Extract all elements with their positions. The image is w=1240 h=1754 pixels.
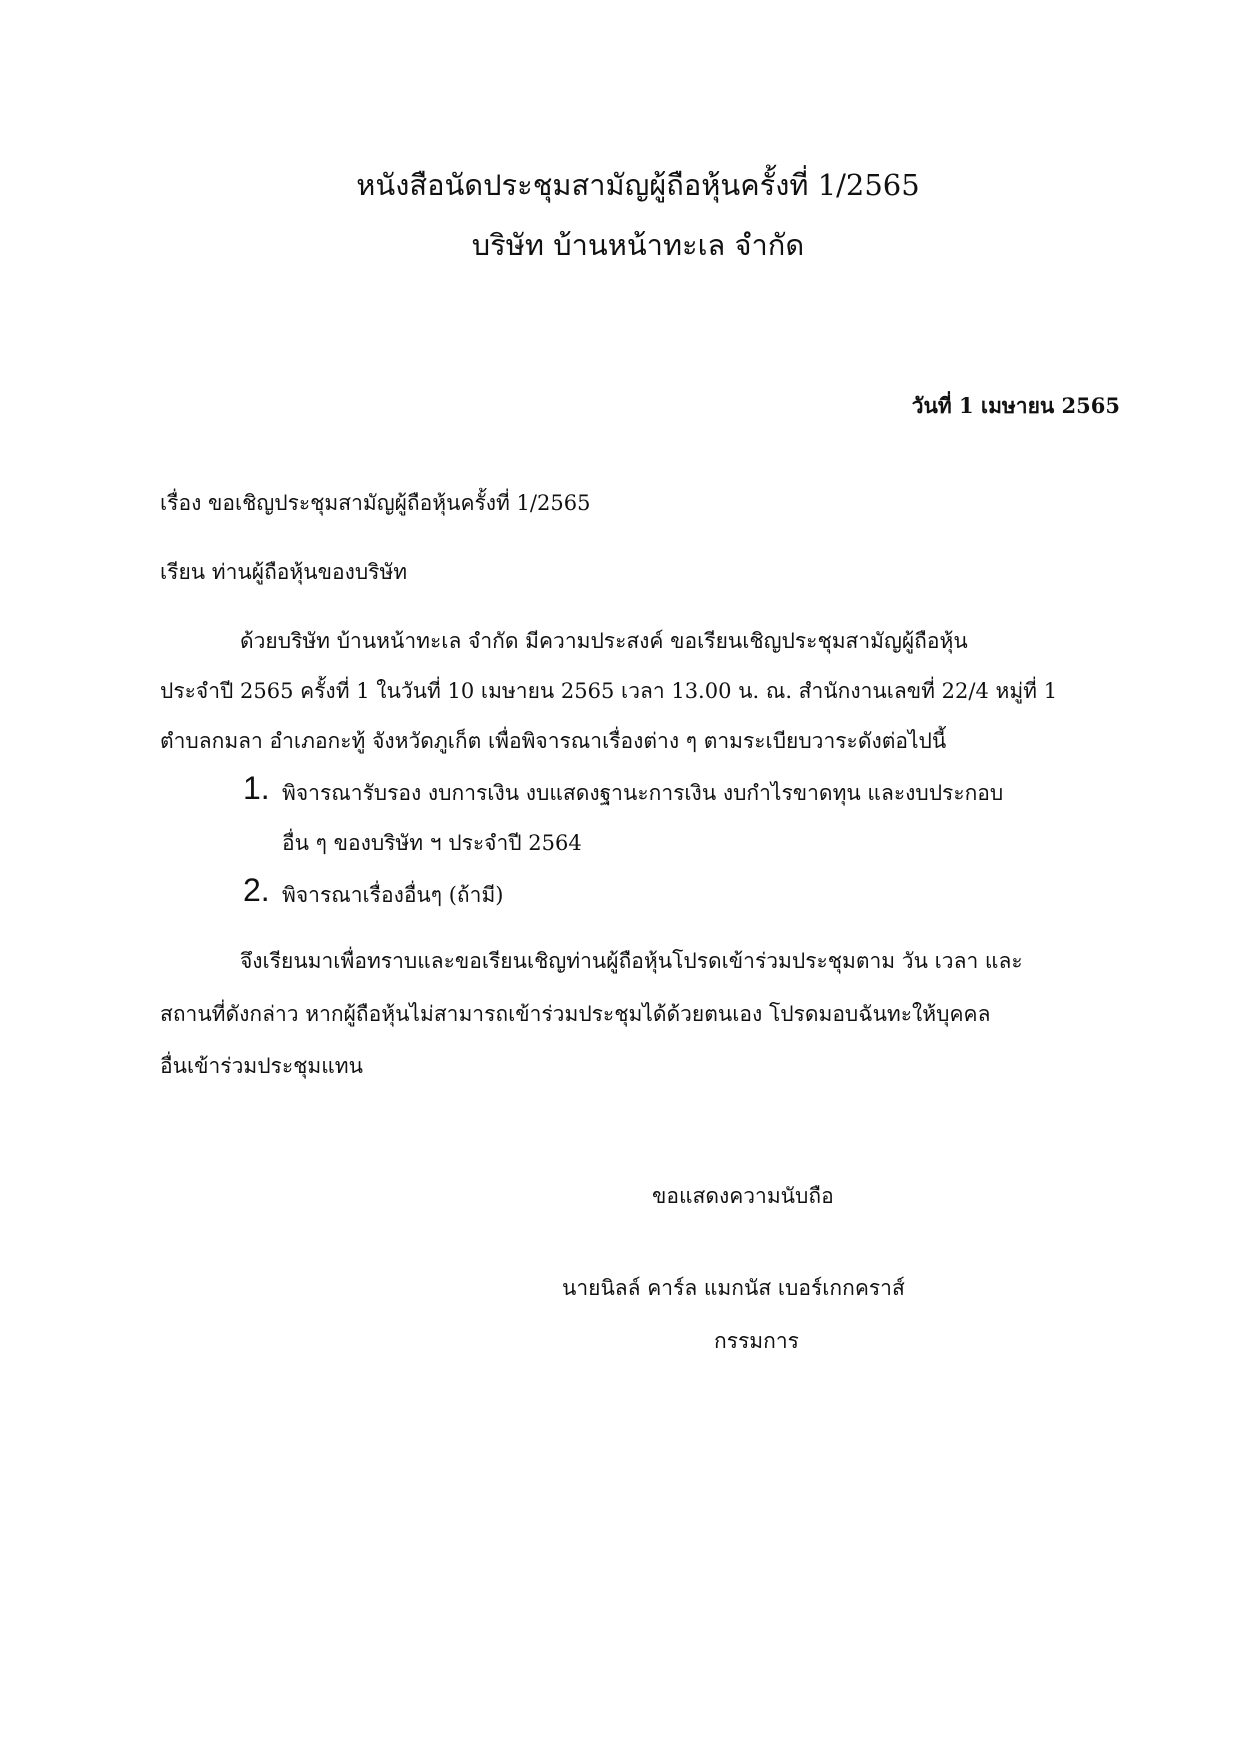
paragraph1-line1: ด้วยบริษัท บ้านหน้าทะเล จำกัด มีความประสงค์ ขอเรียนเชิญประชุมสามัญผู้ถือหุ้น (240, 629, 968, 653)
paragraph1-line3: ตำบลกมลา อำเภอกะทู้ จังหวัดภูเก็ต เพื่อพิจารณาเรื่องต่าง ๆ ตามระเบียบวาระดังต่อไปนี้ (160, 729, 947, 753)
company-name: บริษัท บ้านหน้าทะเล จำกัด (471, 228, 805, 262)
paragraph2-line1: จึงเรียนมาเพื่อทราบและขอเรียนเชิญท่านผู้ถือหุ้นโปรดเข้าร่วมประชุมตาม วัน เวลา และ (240, 949, 1023, 973)
signer-position: กรรมการ (714, 1329, 799, 1353)
letter-date: วันที่ 1 เมษายน 2565 (911, 393, 1120, 418)
agenda-item-2-number: 2. (243, 872, 270, 908)
agenda-item-1-line2: อื่น ๆ ของบริษัท ฯ ประจำปี 2564 (282, 831, 582, 855)
document-title: หนังสือนัดประชุมสามัญผู้ถือหุ้นครั้งที่ 1/2565 (356, 168, 920, 202)
paragraph1-line2: ประจำปี 2565 ครั้งที่ 1 ในวันที่ 10 เมษายน 2565 เวลา 13.00 น. ณ. สำนักงานเลขที่ 22/4 หมู่ที่ 1 (160, 679, 1058, 703)
agenda-item-2-line1: พิจารณาเรื่องอื่นๆ (ถ้ามี) (282, 883, 504, 907)
agenda-item-1-number: 1. (243, 770, 270, 806)
subject-line: เรื่อง ขอเชิญประชุมสามัญผู้ถือหุ้นครั้งที่ 1/2565 (160, 491, 591, 515)
paragraph2-line2: สถานที่ดังกล่าว หากผู้ถือหุ้นไม่สามารถเข้าร่วมประชุมได้ด้วยตนเอง โปรดมอบฉันทะให้บุคคล (160, 1002, 991, 1026)
agenda-item-1-line1: พิจารณารับรอง งบการเงิน งบแสดงฐานะการเงิน งบกำไรขาดทุน และงบประกอบ (282, 781, 1004, 805)
recipient-line: เรียน ท่านผู้ถือหุ้นของบริษัท (160, 560, 408, 584)
closing-phrase: ขอแสดงความนับถือ (652, 1184, 834, 1208)
signer-name: นายนิลล์ คาร์ล แมกนัส เบอร์เกกคราส์ (562, 1276, 905, 1300)
paragraph2-line3: อื่นเข้าร่วมประชุมแทน (160, 1054, 363, 1078)
